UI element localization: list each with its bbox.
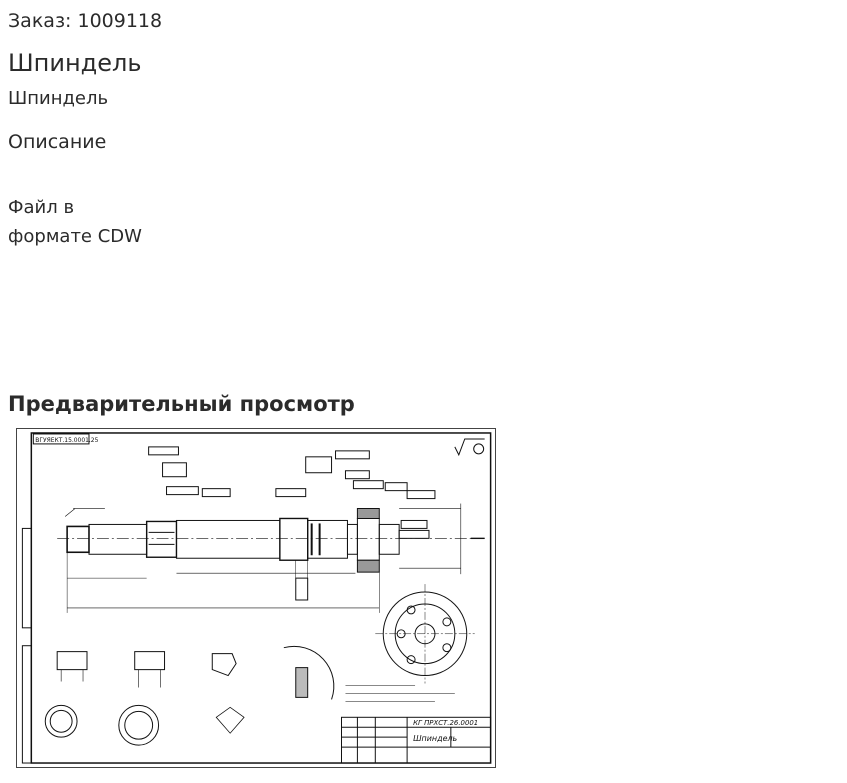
order-number: Заказ: 1009118 [8,10,163,32]
title-block-name: Шпиндель [413,734,458,744]
preview-heading: Предварительный просмотр [8,392,355,416]
file-format-line2: формате CDW [8,226,142,247]
drawing-stamp-top: ВГУЯЕКТ.15.0001.25 [35,436,99,444]
technical-drawing [17,429,495,767]
drawing-preview-image[interactable] [16,428,496,768]
title-block-code: КГ ПРХСТ.26.0001 [413,719,479,728]
product-title: Шпиндель [8,49,142,77]
file-format-line1: Файл в [8,197,75,218]
file-format-note [8,193,168,251]
product-subtitle: Шпиндель [8,88,109,109]
description-label: Описание [8,131,107,153]
